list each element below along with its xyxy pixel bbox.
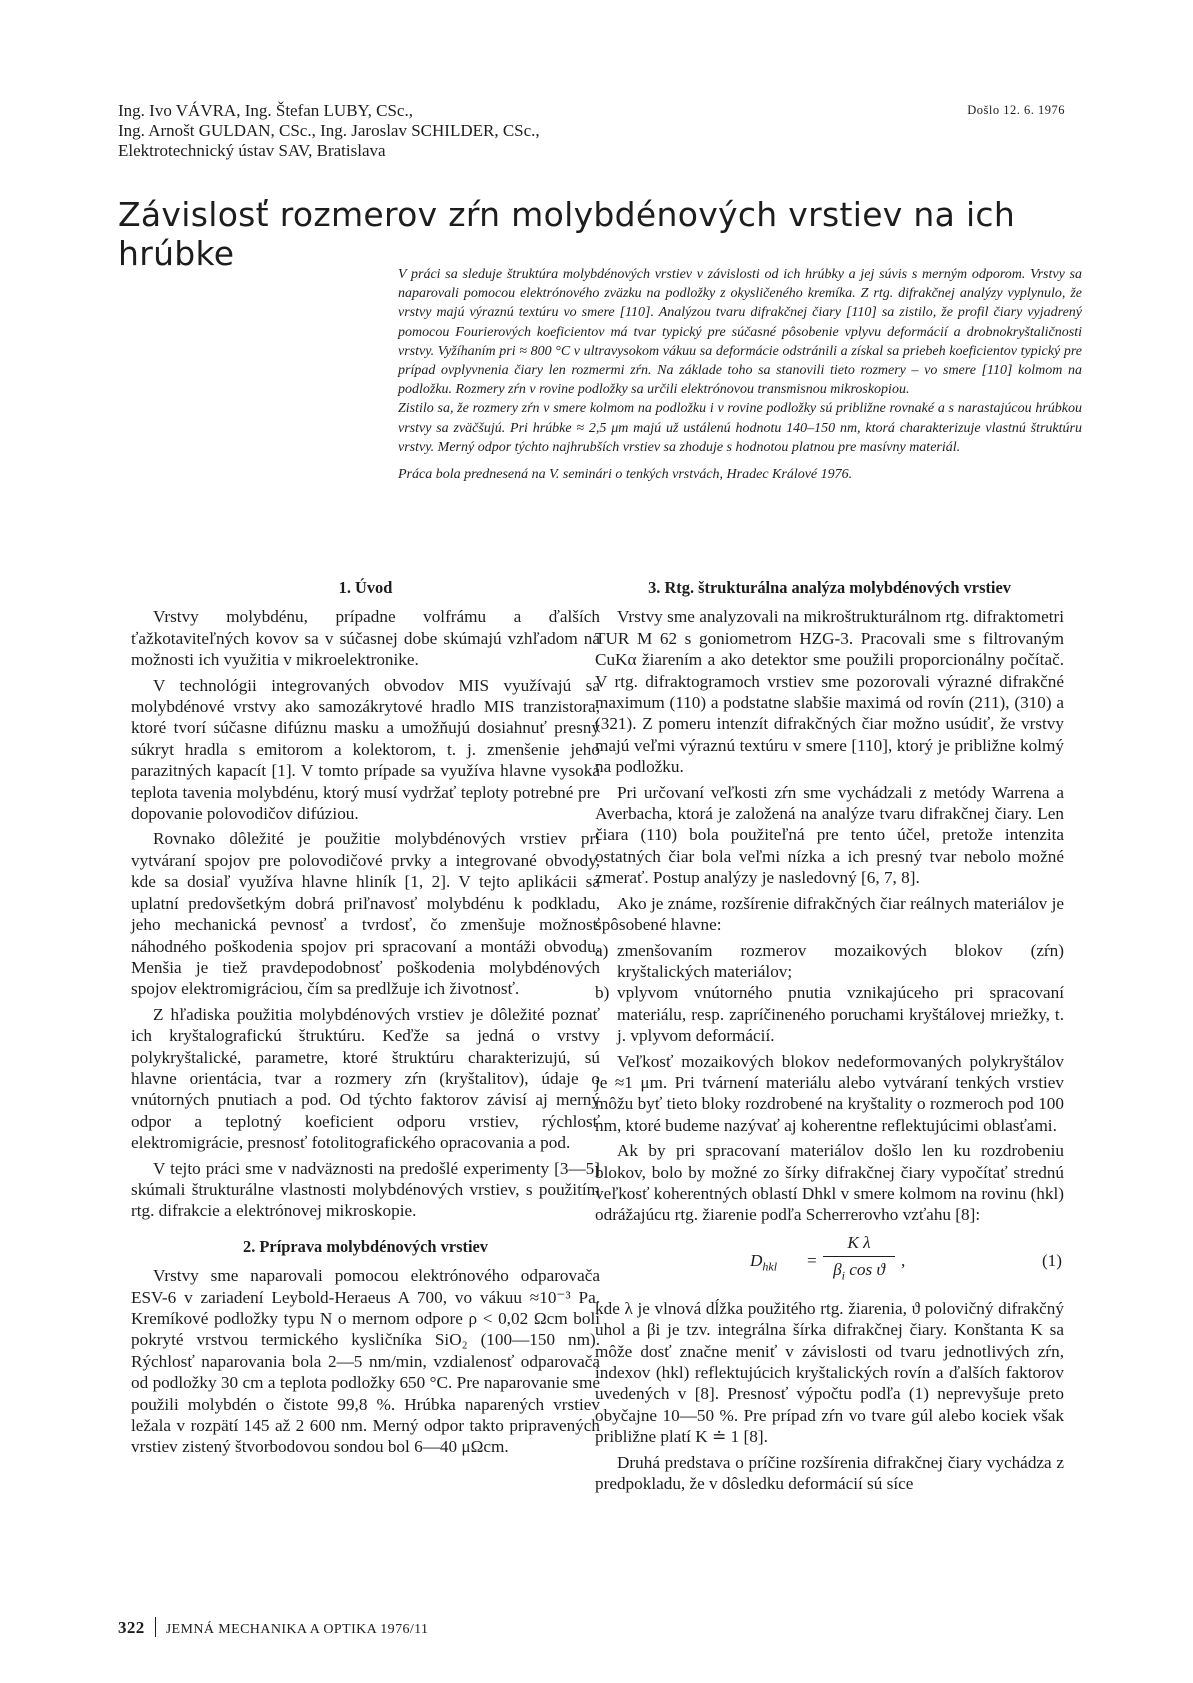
author-block: [118, 101, 818, 161]
left-column: [131, 577, 600, 1462]
page-footer: [118, 1617, 428, 1638]
body-paragraph: kde λ je vlnová dĺžka použitého rtg. žiarenia, ϑ polovičný difrakčný uhol a βi je tzv. integrálna šírka difrakčnej čiary. Konštanta K sa môže dosť značne meniť v závislosti od tvaru jednotlivých zŕn, indexov (hkl) reflektujúcich kryštalických rovín a ďalších faktorov uvedených v [8]. Presnosť výpočtu podľa (1) neprevyšuje preto obyčajne 10—50 %. Pre prípad zŕn vo tvare gúl alebo kociek však približne platí K ≐ 1 [8].: [595, 1298, 1064, 1447]
body-paragraph: Z hľadiska použitia molybdénových vrstiev je dôležité poznať ich kryštalografickú štruktúru. Keďže sa jedná o vrstvy polykryštalické, parametre, ktoré štruktúru charakterizujú, sú hlavne orientácia, tvar a rozmery zŕn (kryštalitov), údaje o vnútorných pnutiach a pod. Od týchto faktorov závisí aj merný odpor a teplotný koeficient odporu vrstiev, rýchlosť elektromigrácie, presnosť fotolitografického opracovania a pod.: [131, 1004, 600, 1153]
fraction-numerator: K λ: [847, 1232, 871, 1252]
body-paragraph: Vrstvy molybdénu, prípadne volfrámu a ďalších ťažkotaviteľných kovov sa v súčasnej dobe skúmajú vzhľadom na možnosti ich využitia v mikroelektronike.: [131, 607, 600, 670]
list-item: [595, 982, 1064, 1046]
affiliation-line: Elektrotechnický ústav SAV, Bratislava: [118, 141, 386, 160]
equation-number: (1): [1041, 1250, 1062, 1270]
section-heading: 3. Rtg. štrukturálna analýza molybdénových vrstiev: [648, 578, 1011, 597]
article-title: Závislosť rozmerov zŕn molybdénových vrstiev na ich hrúbke: [118, 195, 1016, 273]
body-paragraph: Vrstvy sme analyzovali na mikroštrukturálnom rtg. difraktometri TUR M 62 s goniometrom HZG-3. Pracovali sme s filtrovaným CuKα žiarením a ako detektor sme použili proporcionálny počítač. V rtg. difraktogramoch vrstiev sme pozorovali výrazné difrakčné maximum (110) a podstatne slabšie maximá od rovín (211), (310) a (321). Z pomeru intenzít difrakčných čiar možno usúdiť, že vrstvy majú veľmi výraznú textúru v smere [110], ktorý je približne kolmý na podložku.: [595, 607, 1064, 777]
fraction-bar: [823, 1256, 895, 1257]
fraction-denominator: $\beta_i$ cos ϑ: [833, 1259, 885, 1283]
equation-comma: ,: [901, 1250, 906, 1270]
body-paragraph: Vrstvy sme naparovali pomocou elektrónového odparovača ESV-6 v zariadení Leybold-Heraeus A 700, vo vákuu ≈10⁻³ Pa. Kremíkové podložky typu N o mernom odpore ρ < 0,02 Ωcm boli pokryté vrstvou termického kysličníka SiO₂ (100—150 nm). Rýchlosť naparovania bola 2—5 nm/min, vzdialenosť odparovača od podložky 30 cm a teplota podložky 650 °C. Pre naparovanie sme použili molybdén o čistote 99,8 %. Hrúbka naparených vrstiev ležala v rozpätí 145 až 2 600 nm. Merný odpor takto pripravených vrstiev zistený štvorbodovou sondou bol 6—40 μΩcm.: [131, 1266, 600, 1457]
received-date: Došlo 12. 6. 1976: [967, 103, 1065, 117]
body-paragraph: Druhá predstava o príčine rozšírenia difrakčnej čiary vychádza z predpokladu, že v dôsledku deformácií sú síce: [595, 1452, 1064, 1494]
list-marker: b): [595, 983, 610, 1003]
abstract: [398, 265, 1082, 484]
body-paragraph: Veľkosť mozaikových blokov nedeformovaných polykryštálov je ≈1 μm. Pri tvárnení materiálu alebo vytváraní tenkých vrstiev môžu byť tieto bloky rozdrobené na kryštality o rozmeroch pod 100 nm, ktoré budeme nazývať aj koherentne reflektujúcimi oblasťami.: [595, 1051, 1064, 1135]
presentation-note: Práca bola prednesená na V. seminári o tenkých vrstvách, Hradec Králové 1976.: [398, 467, 853, 483]
scherrer-equation: [595, 1232, 1064, 1294]
list-item-text: vplyvom vnútorného pnutia vznikajúceho pri spracovaní materiálu, resp. zapríčineného poruchami kryštálovej mriežky, t. j. vplyvom deformácií.: [617, 983, 1064, 1046]
list-marker: a): [595, 940, 609, 960]
author-line: Ing. Ivo VÁVRA, Ing. Štefan LUBY, CSc.,: [118, 101, 413, 120]
journal-name: JEMNÁ MECHANIKA A OPTIKA 1976/11: [165, 1622, 429, 1637]
body-paragraph: Rovnako dôležité je použitie molybdénových vrstiev pri vytváraní spojov pre polovodičové prvky a integrované obvody, kde sa dosiaľ využíva hlavne hliník [1, 2]. V tejto aplikácii sa uplatní predovšetkým dobrá priľnavosť molybdénu k podkladu, jeho mechanická pevnosť a tvrdosť, čo zmenšuje možnosť náhodného poškodenia spojov pri spracovaní a montáži obvodu. Menšia je tiež pravdepodobnosť poškodenia molybdénových spojov elektromigráciou, čím sa predlžuje ich životnosť.: [131, 829, 600, 999]
list-item: [595, 940, 1064, 983]
body-paragraph: V tejto práci sme v nadväznosti na predošlé experimenty [3—5] skúmali štrukturálne vlastnosti molybdénových vrstiev, s použitím rtg. difrakcie a elektrónovej mikroskopie.: [131, 1158, 600, 1221]
body-paragraph: Pri určovaní veľkosti zŕn sme vychádzali z metódy Warrena a Averbacha, ktorá je založená na analýze tvaru difrakčnej čiary. Len čiara (110) bola použiteľná pre tento účel, pretože intenzita ostatných čiar bola veľmi nízka a ich presný tvar nebolo možné zmerať. Postup analýzy je nasledovný [6, 7, 8].: [595, 782, 1064, 888]
body-paragraph: Ak by pri spracovaní materiálov došlo len ku rozdrobeniu blokov, bolo by možné zo šírky difrakčnej čiary vypočítať strednú veľkosť koherentných oblastí Dhkl v smere kolmom na rovinu (hkl) odrážajúcu rtg. žiarenie podľa Scherrerovho vzťahu [8]:: [595, 1141, 1064, 1225]
author-line: Ing. Arnošt GULDAN, CSc., Ing. Jaroslav SCHILDER, CSc.,: [118, 121, 540, 140]
equation-fraction: [823, 1232, 895, 1287]
abstract-paragraph: V práci sa sleduje štruktúra molybdénových vrstiev v závislosti od ich hrúbky a jej súvis s merným odporom. Vrstvy sa naparovali pomocou elektrónového zväzku na podložky z okysličeného kremíka. Z rtg. difrakčnej analýzy vyplynulo, že vrstvy majú výraznú textúru vo smere [110]. Analýzou tvaru difrakčnej čiary [110] sa zistilo, že profil čiary vyjadrený pomocou Fourierových koeficientov má tvar typický pre súčasné pôsobenie vplyvu deformácií a drobnokryštaličnosti vrstvy. Vyžíhaním pri ≈ 800 °C v ultravysokom vákuu sa deformácie odstránili a získal sa priebeh koeficientov typický pre prípad ovplyvnenia čiary len rozmermi zŕn. Na základe toho sa stanovili tieto rozmery – vo smere [110] kolmom na podložku. Rozmery zŕn v rovine podložky sa určili elektrónovou transmisnou mikroskopiou.: [398, 267, 1082, 398]
section-heading: 2. Príprava molybdénových vrstiev: [243, 1236, 488, 1256]
body-paragraph: Ako je známe, rozšírenie difrakčných čiar reálnych materiálov je spôsobené hlavne:: [595, 893, 1064, 935]
abstract-paragraph: Zistilo sa, že rozmery zŕn v smere kolmom na podložku i v rovine podložky sú približne rovnaké a s narastajúcou hrúbkou vrstvy sa zväčšujú. Pri hrúbke ≈ 2,5 μm majú už ustálenú hodnotu 140–150 nm, ktorá charakterizuje vlastnú štruktúru vrstvy. Merný odpor týchto najhrubších vrstiev sa zhoduje s hodnotou platnou pre masívny materiál.: [398, 401, 1082, 455]
equation-lhs: $D_{hkl}$: [750, 1250, 778, 1274]
right-column: [595, 577, 1064, 1498]
cause-list: [595, 940, 1064, 1047]
body-paragraph: V technológii integrovaných obvodov MIS využívajú sa molybdénové vrstvy ako samozákrytové hradlo MIS tranzistora, ktoré tvorí súčasne difúznu masku a umožňujú dosiahnuť presný súkryt hradla s emitorom a kolektorom, t. j. zmenšenie jeho parazitných kapacít [1]. V tomto prípade sa využíva hlavne vysoká teplota tavenia molybdénu, ktorý musí vydržať teploty potrebné pre dopovanie polovodičov difúziou.: [131, 675, 600, 824]
equals-sign: =: [807, 1250, 817, 1270]
list-item-text: zmenšovaním rozmerov mozaikových blokov (zŕn) kryštalických materiálov;: [617, 940, 1064, 981]
footer-divider: [155, 1617, 156, 1637]
page-number: 322: [118, 1618, 145, 1637]
section-heading: 1. Úvod: [338, 578, 393, 597]
